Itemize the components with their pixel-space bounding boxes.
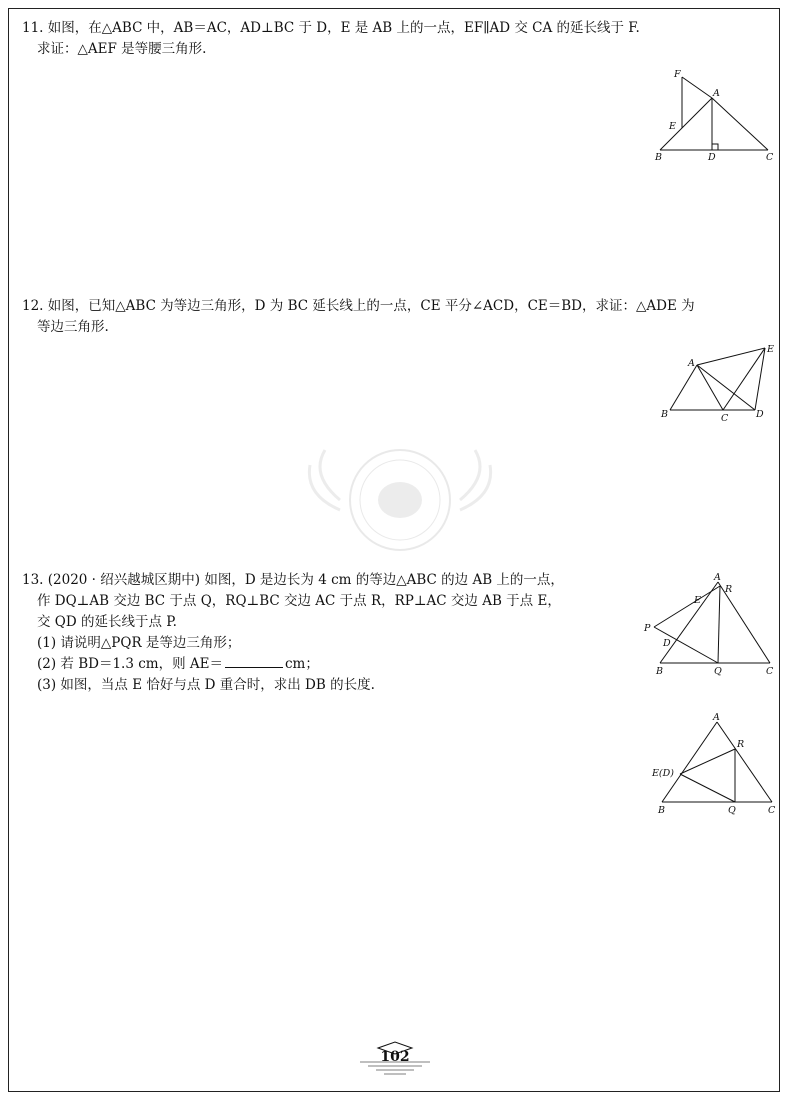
label-a: A bbox=[713, 712, 720, 723]
problem-13-part-1: (1) 请说明△PQR 是等边三角形； bbox=[37, 635, 241, 651]
problem-12-statement: 12. 如图，已知△ABC 为等边三角形，D 为 BC 延长线上的一点，CE 平分∠ACD，CE＝BD，求证：△ADE 为 bbox=[22, 298, 695, 314]
label-r: R bbox=[725, 584, 733, 595]
segment-ab bbox=[660, 98, 712, 150]
problem-13-part-2 bbox=[22, 654, 564, 675]
page-number-badge bbox=[330, 1040, 460, 1080]
segment-ba bbox=[670, 365, 697, 410]
segment-er bbox=[680, 749, 735, 774]
label-b: B bbox=[661, 409, 668, 420]
label-c: C bbox=[721, 413, 729, 424]
answer-blank[interactable] bbox=[225, 654, 283, 668]
segment-ab bbox=[662, 722, 717, 802]
segment-ad bbox=[697, 365, 755, 410]
segment-ac bbox=[717, 722, 772, 802]
label-e-d: E(D) bbox=[652, 768, 674, 779]
label-e: E bbox=[669, 121, 676, 132]
problem-13-part-3: (3) 如图，当点 E 恰好与点 D 重合时，求出 DB 的长度. bbox=[37, 677, 375, 693]
segment-de bbox=[755, 348, 765, 410]
problem-13-figure-1 bbox=[640, 570, 785, 680]
label-e: E bbox=[694, 595, 701, 606]
label-a: A bbox=[688, 358, 695, 369]
problem-13 bbox=[22, 570, 564, 696]
problem-11-figure bbox=[640, 62, 785, 167]
part-2-suffix: cm； bbox=[284, 656, 319, 672]
label-d: D bbox=[663, 638, 671, 649]
label-d: D bbox=[708, 152, 716, 163]
label-q: Q bbox=[728, 805, 736, 816]
page-number: 102 bbox=[380, 1049, 410, 1065]
problem-13-line-3: 交 QD 的延长线于点 P. bbox=[37, 614, 177, 630]
problem-12 bbox=[22, 296, 695, 338]
problem-11 bbox=[22, 18, 640, 60]
segment-qr bbox=[718, 586, 720, 663]
segment-ac bbox=[697, 365, 723, 410]
label-e: E bbox=[767, 344, 774, 355]
label-b: B bbox=[656, 666, 663, 677]
label-a: A bbox=[713, 88, 720, 99]
label-a: A bbox=[714, 572, 721, 583]
label-b: B bbox=[658, 805, 665, 816]
problem-13-line-1: 13. (2020 · 绍兴越城区期中) 如图，D 是边长为 4 cm 的等边△ABC 的边 AB 上的一点， bbox=[22, 572, 564, 588]
problem-12-figure bbox=[655, 340, 785, 428]
problem-13-figure-2 bbox=[640, 710, 785, 822]
problem-12-task: 等边三角形. bbox=[37, 319, 109, 335]
segment-eq bbox=[680, 774, 735, 802]
segment-ab bbox=[660, 582, 718, 663]
segment-ac bbox=[712, 98, 768, 150]
label-b: B bbox=[655, 152, 662, 163]
watermark-emblem bbox=[280, 435, 520, 565]
part-2-prefix: (2) 若 BD＝1.3 cm，则 AE＝ bbox=[37, 656, 223, 672]
label-c: C bbox=[766, 666, 774, 677]
problem-13-line-2: 作 DQ⊥AB 交边 BC 于点 Q，RQ⊥BC 交边 AC 于点 R，RP⊥AC 交边 AB 于点 E， bbox=[37, 593, 561, 609]
problem-11-statement: 11. 如图，在△ABC 中，AB＝AC，AD⊥BC 于 D，E 是 AB 上的一点，EF∥AD 交 CA 的延长线于 F. bbox=[22, 20, 640, 36]
label-p: P bbox=[644, 623, 651, 634]
label-q: Q bbox=[714, 666, 722, 677]
label-d: D bbox=[756, 409, 764, 420]
segment-fa bbox=[682, 77, 712, 98]
right-angle-mark bbox=[712, 144, 718, 150]
label-f: F bbox=[674, 69, 681, 80]
label-r: R bbox=[737, 739, 745, 750]
segment-rp bbox=[654, 586, 720, 627]
label-c: C bbox=[766, 152, 774, 163]
label-c: C bbox=[768, 805, 776, 816]
problem-11-task: 求证：△AEF 是等腰三角形. bbox=[37, 41, 207, 57]
